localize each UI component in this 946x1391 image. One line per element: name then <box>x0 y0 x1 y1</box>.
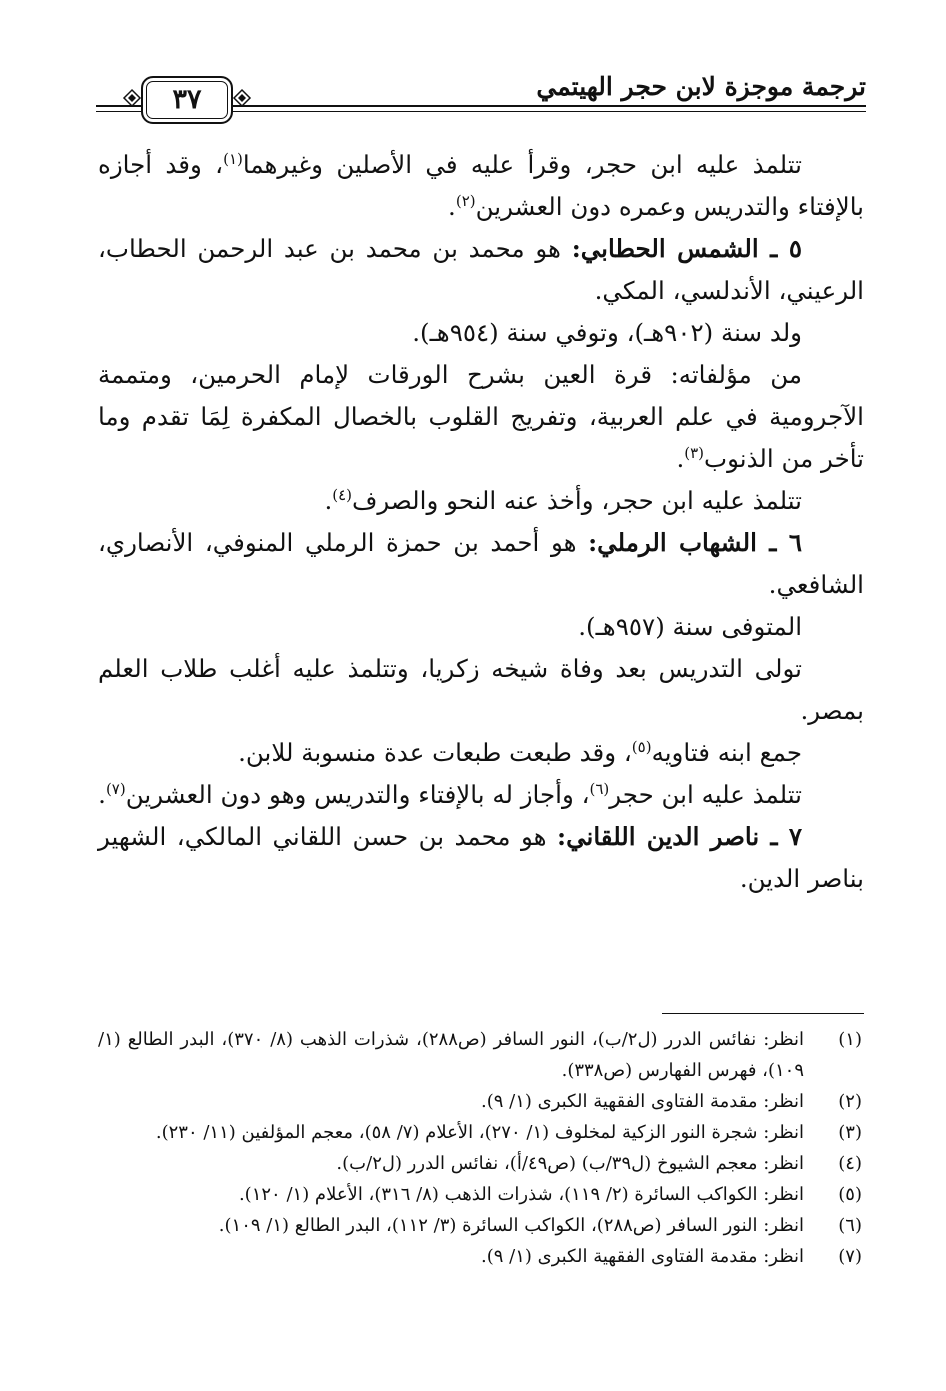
entry-heading: ٥ ـ الشمس الحطابي: <box>571 234 802 263</box>
entry-text: هو محمد بن محمد بن عبد الرحمن الحطاب، الرعيني، الأندلسي، المكي. <box>98 234 864 305</box>
entry-5 <box>98 228 864 312</box>
footnote-ref: (١) <box>223 149 243 168</box>
paragraph: المتوفى سنة (٩٥٧هـ). <box>578 612 802 641</box>
footnote-number: (١) <box>838 1029 862 1050</box>
paragraph <box>98 354 864 480</box>
entry-6 <box>98 522 864 606</box>
footnote <box>98 1117 864 1148</box>
ornament-left-icon <box>122 88 142 108</box>
footnote-text: انظر: النور السافر (ص٢٨٨)، الكواكب السائرة (٣/ ١١٢)، البدر الطالع (١/ ١٠٩). <box>218 1215 804 1236</box>
entry-7 <box>98 816 864 900</box>
footnote-ref: (٦) <box>589 779 610 798</box>
text: من مؤلفاته: قرة العين بشرح الورقات لإمام الحرمين، ومتممة الآجرومية في علم العربية، وتفريج القلوب بالخصال المكفرة لِمَا تقدم وما تأخر من الذنوب <box>98 360 864 473</box>
paragraph <box>98 480 864 522</box>
footnote-ref: (٢) <box>455 191 476 210</box>
ornament-right-icon <box>232 88 252 108</box>
footnote-text: انظر: مقدمة الفتاوى الفقهية الكبرى (١/ ٩). <box>480 1091 804 1112</box>
footnote-number: (٥) <box>838 1184 862 1205</box>
footnote-number: (٤) <box>838 1153 862 1174</box>
footnote-number: (٦) <box>838 1215 862 1236</box>
footnote-ref: (٤) <box>332 485 353 504</box>
footnotes <box>98 1024 864 1272</box>
footnote-ref: (٣) <box>684 443 705 462</box>
page-number: ٣٧ <box>172 84 202 115</box>
text: تتلمذ عليه ابن حجر، وأخذ عنه النحو والصرف <box>352 486 802 515</box>
text: تتلمذ عليه ابن حجر <box>609 780 802 809</box>
page-header <box>96 66 866 126</box>
footnote <box>98 1241 864 1272</box>
entry-text: هو محمد بن حسن اللقاني المالكي، الشهير بناصر الدين. <box>98 822 864 893</box>
paragraph <box>98 144 864 228</box>
text: ، وقد أجازه بالإفتاء والتدريس وعمره دون العشرين <box>98 150 864 221</box>
page-number-frame <box>141 76 233 124</box>
entry-heading: ٦ ـ الشهاب الرملي: <box>588 528 802 557</box>
footnote <box>98 1210 864 1241</box>
main-text <box>98 144 864 900</box>
footnote-number: (٣) <box>838 1122 862 1143</box>
text: . <box>324 486 333 515</box>
text: تتلمذ عليه ابن حجر، وقرأ عليه في الأصلين وغيرهما <box>242 150 802 179</box>
footnote <box>98 1086 864 1117</box>
paragraph <box>98 774 864 816</box>
paragraph: تولى التدريس بعد وفاة شيخه زكريا، وتتلمذ عليه أغلب طلاب العلم بمصر. <box>98 654 864 725</box>
footnote-text: انظر: معجم الشيوخ (ل٣٩/ب) (ص٤٩/أ)، نفائس الدرر (ل٢/ب). <box>336 1153 804 1174</box>
footnote-text: انظر: مقدمة الفتاوى الفقهية الكبرى (١/ ٩). <box>480 1246 804 1267</box>
footnote-text: انظر: الكواكب السائرة (٢/ ١١٩)، شذرات الذهب (٨/ ٣١٦)، الأعلام (١/ ١٢٠). <box>238 1184 804 1205</box>
text: . <box>676 444 685 473</box>
footnote-text: انظر: نفائس الدرر (ل٢/ب)، النور السافر (ص٢٨٨)، شذرات الذهب (٨/ ٣٧٠)، البدر الطالع (١/ ١٠٩)، فهرس الفهارس (ص٣٣٨). <box>98 1029 804 1081</box>
footnote <box>98 1024 864 1086</box>
text: . <box>448 192 456 221</box>
paragraph <box>98 732 864 774</box>
footnote <box>98 1148 864 1179</box>
running-title: ترجمة موجزة لابن حجر الهيتمي <box>536 72 866 101</box>
text: . <box>98 780 106 809</box>
footnote-number: (٢) <box>838 1091 862 1112</box>
text: ، وقد طبعت طبعات عدة منسوبة للابن. <box>238 738 632 767</box>
footnote-ref: (٧) <box>105 779 126 798</box>
footnote <box>98 1179 864 1210</box>
text: ، وأجاز له بالإفتاء والتدريس وهو دون العشرين <box>125 780 590 809</box>
footnote-ref: (٥) <box>631 737 652 756</box>
entry-heading: ٧ ـ ناصر الدين اللقاني: <box>557 822 803 851</box>
entry-text: هو أحمد بن حمزة الرملي المنوفي، الأنصاري، الشافعي. <box>98 528 864 599</box>
text: جمع ابنه فتاويه <box>651 738 802 767</box>
footnote-number: (٧) <box>838 1246 862 1267</box>
footnote-separator <box>662 1013 864 1014</box>
footnote-text: انظر: شجرة النور الزكية لمخلوف (١/ ٢٧٠)، الأعلام (٧/ ٥٨)، معجم المؤلفين (١١/ ٢٣٠). <box>155 1122 804 1143</box>
paragraph: ولد سنة (٩٠٢هـ)، وتوفي سنة (٩٥٤هـ). <box>412 318 802 347</box>
